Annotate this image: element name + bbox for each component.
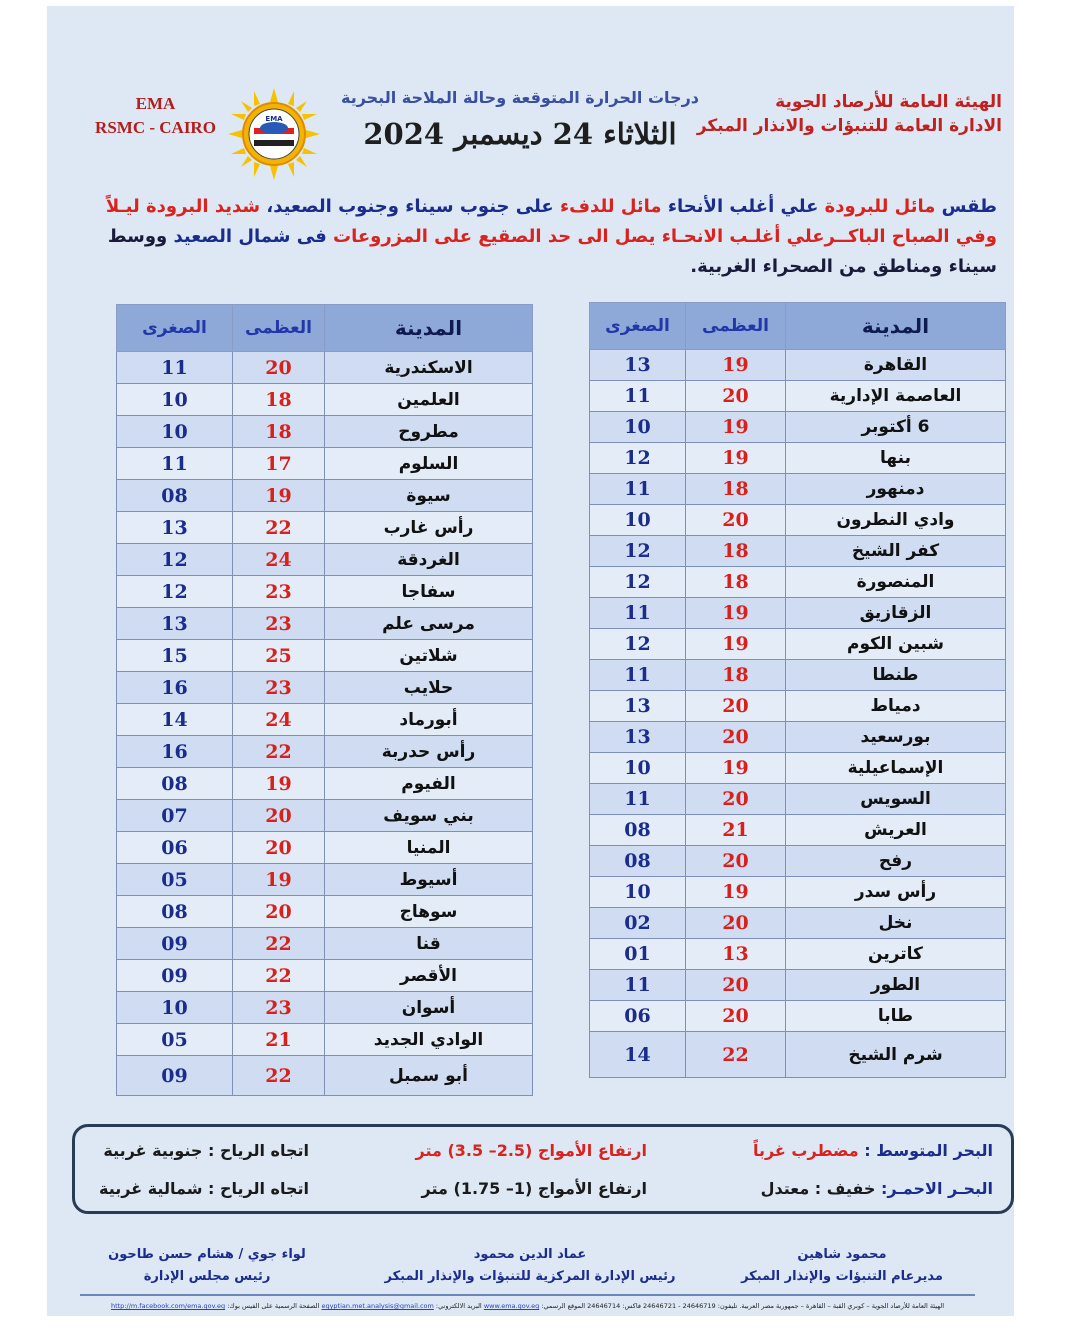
temperature-table-main (589, 302, 1006, 1078)
min-temp: 08 (590, 815, 686, 846)
med-label: البحر المتوسط : (864, 1141, 993, 1160)
max-temp: 21 (233, 1024, 325, 1056)
max-temp: 23 (233, 672, 325, 704)
table-row (117, 448, 533, 480)
table-row (590, 691, 1006, 722)
max-temp: 22 (233, 928, 325, 960)
min-temp: 09 (117, 960, 233, 992)
table-row (590, 536, 1006, 567)
header-min: الصغرى (590, 303, 686, 350)
min-temp: 15 (117, 640, 233, 672)
city-name: العلمين (325, 384, 533, 416)
table-row (117, 416, 533, 448)
table-row (590, 722, 1006, 753)
min-temp: 07 (117, 800, 233, 832)
table-row (590, 908, 1006, 939)
table-row (117, 864, 533, 896)
city-name: رفح (786, 846, 1006, 877)
min-temp: 13 (590, 722, 686, 753)
min-temp: 12 (590, 567, 686, 598)
table-body (590, 350, 1006, 1078)
footer-email-link[interactable]: egyptian.met.analysis@gmail.com (321, 1302, 434, 1310)
city-name: سيوة (325, 480, 533, 512)
max-temp: 21 (686, 815, 786, 846)
max-temp: 22 (686, 1032, 786, 1078)
table-row (117, 928, 533, 960)
table-row (590, 381, 1006, 412)
min-temp: 02 (590, 908, 686, 939)
city-name: أبو سمبل (325, 1056, 533, 1096)
max-temp: 19 (686, 877, 786, 908)
red-sea-waves: ارتفاع الأمواج (1– 1.75) متر (421, 1179, 647, 1198)
max-temp: 18 (686, 660, 786, 691)
ema-header (83, 92, 228, 140)
red-sea-wind: اتجاه الرياح : شمالية غربية (99, 1179, 309, 1198)
page-edge (1014, 0, 1032, 1344)
table-row (590, 970, 1006, 1001)
forecast-part: شديد البرودة ليـلاً وفي الصباح الباكــرعلي أغلـب الانحـاء يصل الى حد الصقيع على المزروعات (105, 196, 997, 247)
footer-website-link[interactable]: www.ema.gov.eg (483, 1302, 540, 1310)
max-temp: 18 (233, 384, 325, 416)
min-temp: 12 (590, 629, 686, 660)
min-temp: 13 (117, 512, 233, 544)
table-row (590, 1032, 1006, 1078)
signatory-name: عماد الدين محمود (473, 1247, 587, 1262)
city-name: المنيا (325, 832, 533, 864)
footer-email-label: البريد الالكتروني: (435, 1302, 482, 1310)
city-name: السلوم (325, 448, 533, 480)
max-temp: 18 (233, 416, 325, 448)
med-waves: ارتفاع الأمواج (2.5– 3.5) متر (415, 1141, 647, 1160)
signatory-title: رئيس مجلس الإدارة (143, 1269, 271, 1284)
signature-1 (692, 1244, 992, 1288)
table-row (590, 877, 1006, 908)
table-row (117, 480, 533, 512)
temperature-table-coast-south (116, 304, 533, 1096)
min-temp: 10 (590, 753, 686, 784)
min-temp: 08 (590, 846, 686, 877)
max-temp: 23 (233, 576, 325, 608)
table-row (590, 443, 1006, 474)
max-temp: 23 (233, 992, 325, 1024)
max-temp: 19 (686, 598, 786, 629)
signatory-name: محمود شاهين (797, 1247, 887, 1262)
max-temp: 24 (233, 544, 325, 576)
max-temp: 18 (686, 567, 786, 598)
city-name: أبورماد (325, 704, 533, 736)
table-row (117, 384, 533, 416)
min-temp: 11 (590, 970, 686, 1001)
max-temp: 18 (686, 474, 786, 505)
city-name: مرسى علم (325, 608, 533, 640)
med-state: مضطرب غرباً (752, 1141, 859, 1160)
ema-abbrev: EMA (135, 94, 176, 113)
max-temp: 19 (686, 350, 786, 381)
table-row (590, 350, 1006, 381)
signature-2 (370, 1244, 690, 1288)
city-name: العريش (786, 815, 1006, 846)
min-temp: 10 (590, 505, 686, 536)
min-temp: 16 (117, 736, 233, 768)
city-name: أسوان (325, 992, 533, 1024)
max-temp: 20 (686, 1001, 786, 1032)
min-temp: 06 (117, 832, 233, 864)
forecast-part: علي أغلب الأنحاء (667, 196, 819, 217)
min-temp: 08 (117, 768, 233, 800)
footer-contact (80, 1302, 975, 1310)
min-temp: 13 (590, 350, 686, 381)
table-row (117, 992, 533, 1024)
min-temp: 10 (117, 416, 233, 448)
max-temp: 20 (686, 846, 786, 877)
table-header-row (590, 303, 1006, 350)
footer-facebook-link[interactable]: http://m.facebook.com/ema.gov.eg (110, 1302, 226, 1310)
min-temp: 11 (117, 448, 233, 480)
city-name: الإسماعيلية (786, 753, 1006, 784)
table-row (590, 505, 1006, 536)
table-row (117, 736, 533, 768)
table-row (117, 1056, 533, 1096)
min-temp: 01 (590, 939, 686, 970)
max-temp: 19 (686, 412, 786, 443)
table-row (590, 846, 1006, 877)
min-temp: 05 (117, 1024, 233, 1056)
city-name: قنا (325, 928, 533, 960)
city-name: العاصمة الإدارية (786, 381, 1006, 412)
city-name: الاسكندرية (325, 352, 533, 384)
max-temp: 20 (686, 691, 786, 722)
city-name: شلاتين (325, 640, 533, 672)
forecast-part: على جنوب سيناء وجنوب الصعيد، (266, 196, 554, 217)
max-temp: 20 (233, 800, 325, 832)
max-temp: 22 (233, 1056, 325, 1096)
table-body (117, 352, 533, 1096)
max-temp: 19 (233, 768, 325, 800)
footer-facebook-label: الصفحة الرسمية على الفيس بوك: (227, 1302, 320, 1310)
signatory-title: مديرعام التنبؤات والإنذار المبكر (741, 1269, 943, 1284)
max-temp: 17 (233, 448, 325, 480)
min-temp: 11 (590, 381, 686, 412)
header-max: العظمى (233, 305, 325, 352)
signatory-title: رئيس الإدارة المركزية للتنبؤات والإنذار المبكر (384, 1269, 676, 1284)
city-name: بنها (786, 443, 1006, 474)
logo-text: EMA (265, 115, 283, 123)
table-header-row (117, 305, 533, 352)
table-row (590, 939, 1006, 970)
min-temp: 11 (590, 598, 686, 629)
table-row (117, 576, 533, 608)
table-row (590, 1001, 1006, 1032)
min-temp: 11 (590, 660, 686, 691)
rsmc-cairo: RSMC - CAIRO (95, 118, 216, 137)
max-temp: 18 (686, 536, 786, 567)
max-temp: 20 (233, 352, 325, 384)
min-temp: 10 (590, 412, 686, 443)
min-temp: 11 (590, 474, 686, 505)
max-temp: 20 (233, 896, 325, 928)
min-temp: 12 (590, 536, 686, 567)
table-row (590, 474, 1006, 505)
max-temp: 19 (686, 629, 786, 660)
org-name: الهيئة العامة للأرصاد الجوية (775, 92, 1002, 112)
max-temp: 22 (233, 736, 325, 768)
table-row (117, 608, 533, 640)
min-temp: 12 (590, 443, 686, 474)
city-name: وادي النطرون (786, 505, 1006, 536)
max-temp: 20 (686, 505, 786, 536)
max-temp: 19 (686, 753, 786, 784)
organization-header (697, 90, 1002, 138)
city-name: شبين الكوم (786, 629, 1006, 660)
min-temp: 06 (590, 1001, 686, 1032)
footer-divider (80, 1294, 975, 1296)
min-temp: 08 (117, 896, 233, 928)
max-temp: 20 (233, 832, 325, 864)
max-temp: 25 (233, 640, 325, 672)
max-temp: 19 (233, 480, 325, 512)
city-name: شرم الشيخ (786, 1032, 1006, 1078)
city-name: 6 أكتوبر (786, 412, 1006, 443)
max-temp: 19 (233, 864, 325, 896)
min-temp: 12 (117, 576, 233, 608)
max-temp: 20 (686, 381, 786, 412)
min-temp: 10 (590, 877, 686, 908)
table-row (117, 832, 533, 864)
city-name: سفاجا (325, 576, 533, 608)
min-temp: 10 (117, 384, 233, 416)
max-temp: 20 (686, 908, 786, 939)
bulletin-date: الثلاثاء 24 ديسمبر 2024 (363, 117, 677, 151)
min-temp: 16 (117, 672, 233, 704)
max-temp: 23 (233, 608, 325, 640)
city-name: سوهاج (325, 896, 533, 928)
footer-address: الهيئة العامة للأرصاد الجوية – كوبري القبة – القاهرة – جمهورية مصر العربية. تليفون: 24646719 - 24646721 فاكس: 24646714 الموقع الرسمي: (541, 1302, 945, 1310)
city-name: كاترين (786, 939, 1006, 970)
forecast-part: مائل للبرودة (824, 196, 936, 217)
forecast-text (95, 192, 997, 282)
red-sea-label: البحـر الاحمـر: (880, 1179, 993, 1198)
table-row (590, 629, 1006, 660)
sea-state-box (72, 1124, 1014, 1214)
min-temp: 13 (590, 691, 686, 722)
city-name: دمنهور (786, 474, 1006, 505)
table-row (117, 704, 533, 736)
min-temp: 09 (117, 928, 233, 960)
table-row (590, 784, 1006, 815)
min-temp: 13 (117, 608, 233, 640)
min-temp: 11 (590, 784, 686, 815)
city-name: حلايب (325, 672, 533, 704)
city-name: طنطا (786, 660, 1006, 691)
min-temp: 05 (117, 864, 233, 896)
min-temp: 14 (590, 1032, 686, 1078)
table-row (117, 544, 533, 576)
min-temp: 14 (117, 704, 233, 736)
table-row (117, 640, 533, 672)
org-department: الادارة العامة للتنبؤات والانذار المبكر (696, 116, 1002, 136)
city-name: رأس حدربة (325, 736, 533, 768)
table-row (117, 1024, 533, 1056)
city-name: نخل (786, 908, 1006, 939)
forecast-part: طقس (941, 196, 997, 217)
forecast-part: ووسط سيناء ومناطق من الصحراء الغربية. (107, 226, 997, 277)
city-name: الوادي الجديد (325, 1024, 533, 1056)
max-temp: 22 (233, 960, 325, 992)
table-row (117, 896, 533, 928)
city-name: دمياط (786, 691, 1006, 722)
min-temp: 10 (117, 992, 233, 1024)
table-row (590, 567, 1006, 598)
bulletin-subtitle: درجات الحرارة المتوقعة وحالة الملاحة البحرية (340, 88, 699, 107)
mediterranean-row (75, 1141, 1011, 1171)
red-sea-row (75, 1179, 1011, 1209)
ema-logo (228, 88, 320, 180)
signatory-name: لواء جوي / هشام حسن طاحون (108, 1247, 306, 1262)
header-city: المدينة (325, 305, 533, 352)
city-name: طابا (786, 1001, 1006, 1032)
max-temp: 20 (686, 784, 786, 815)
forecast-part: فى شمال الصعيد (173, 226, 327, 247)
city-name: السويس (786, 784, 1006, 815)
min-temp: 08 (117, 480, 233, 512)
city-name: الطور (786, 970, 1006, 1001)
max-temp: 22 (233, 512, 325, 544)
table-row (117, 800, 533, 832)
table-row (590, 815, 1006, 846)
table-row (117, 960, 533, 992)
city-name: مطروح (325, 416, 533, 448)
max-temp: 20 (686, 970, 786, 1001)
forecast-part: مائل للدفء (559, 196, 662, 217)
city-name: الغردقة (325, 544, 533, 576)
table-row (590, 753, 1006, 784)
max-temp: 20 (686, 722, 786, 753)
table-row (117, 352, 533, 384)
city-name: بني سويف (325, 800, 533, 832)
table-row (117, 672, 533, 704)
city-name: الفيوم (325, 768, 533, 800)
city-name: المنصورة (786, 567, 1006, 598)
table-row (590, 598, 1006, 629)
max-temp: 19 (686, 443, 786, 474)
table-row (117, 512, 533, 544)
red-sea-state: خفيف : معتدل (760, 1179, 876, 1198)
city-name: القاهرة (786, 350, 1006, 381)
header-min: الصغرى (117, 305, 233, 352)
header-city: المدينة (786, 303, 1006, 350)
city-name: رأس سدر (786, 877, 1006, 908)
min-temp: 12 (117, 544, 233, 576)
table-row (117, 768, 533, 800)
city-name: أسيوط (325, 864, 533, 896)
min-temp: 09 (117, 1056, 233, 1096)
table-row (590, 660, 1006, 691)
city-name: رأس غارب (325, 512, 533, 544)
header-max: العظمى (686, 303, 786, 350)
city-name: كفر الشيخ (786, 536, 1006, 567)
max-temp: 13 (686, 939, 786, 970)
city-name: الزقازيق (786, 598, 1006, 629)
city-name: بورسعيد (786, 722, 1006, 753)
city-name: الأقصر (325, 960, 533, 992)
max-temp: 24 (233, 704, 325, 736)
med-wind: اتجاه الرياح : جنوبية غربية (103, 1141, 309, 1160)
signature-3 (92, 1244, 322, 1288)
table-row (590, 412, 1006, 443)
min-temp: 11 (117, 352, 233, 384)
